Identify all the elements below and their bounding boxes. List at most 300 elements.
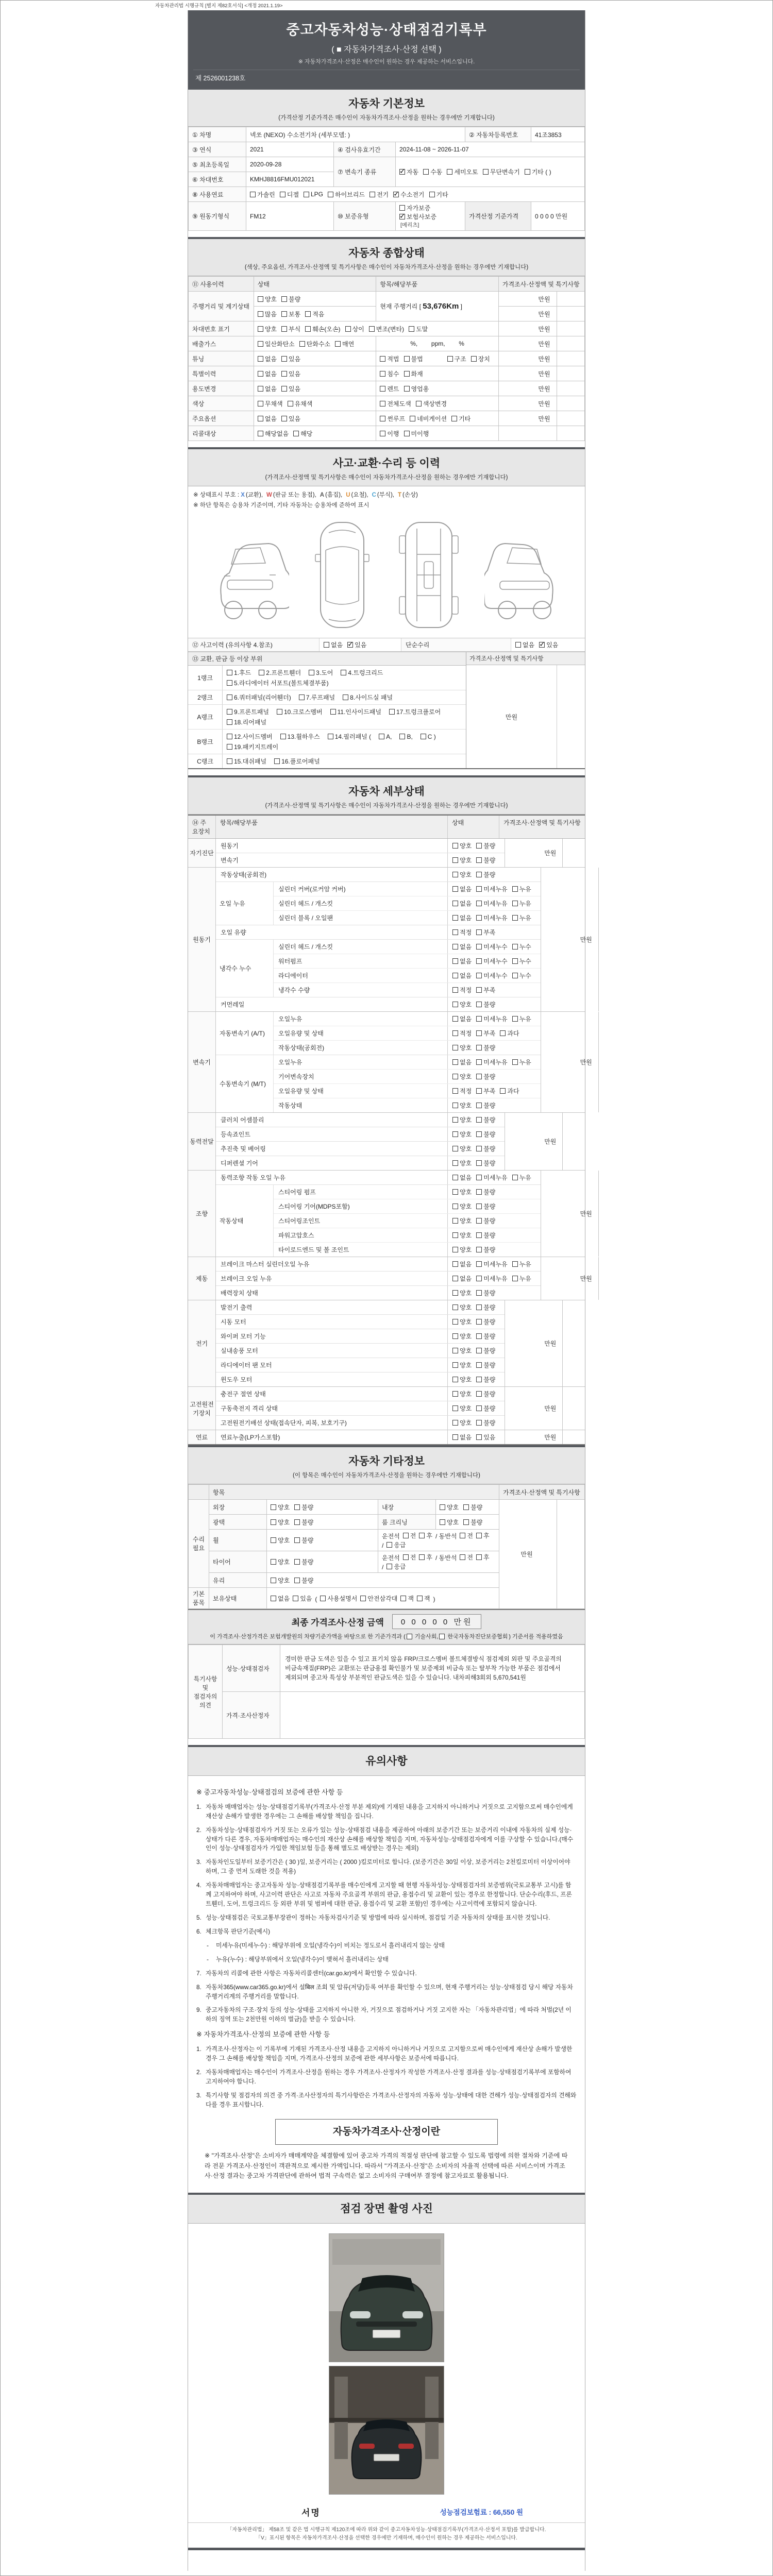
checkbox [429,192,435,197]
checkbox-option [447,354,466,363]
checkbox [409,326,414,332]
checkbox-label: 보험사보증 [407,213,436,221]
checkbox-option [227,679,329,687]
checkbox [476,1420,482,1426]
section-detail-title: 자동차 세부상태 [348,786,425,798]
device-group-name: 전기 [188,1300,216,1386]
checkbox [452,1045,458,1050]
table-row [189,426,585,441]
checkbox-option [258,369,277,378]
checkbox-label: 누유 [519,886,531,893]
remark-cell [557,411,584,426]
table-row [216,1156,505,1170]
checkbox-option [393,190,424,199]
remark-cell [598,1171,627,1257]
notice-item [196,1803,577,1821]
device-entry [216,1156,505,1170]
notice-item [196,1941,577,1951]
checkbox-option [258,310,277,318]
meter-state-checks [254,292,376,307]
checkbox-option [476,1216,495,1225]
col-price: 가격조사·산정액 및 특기사항 [499,1485,585,1500]
notice-text: 누유(누수) : 해당부위에서 오일(냉각수)이 맺혀서 흘러내리는 상태 [216,1955,389,1963]
checkbox [452,1016,458,1022]
device-entry [216,1329,505,1344]
checkbox [258,431,263,436]
checkbox-label: 무채색 [264,400,283,408]
final-price-box [392,1614,482,1629]
item-label: 실내송풍 모터 [216,1344,448,1358]
checkbox-option [452,957,472,965]
checkbox [452,1319,458,1325]
checkbox-label: 양호 [278,1558,290,1566]
checkbox-label: 응급 [394,1541,406,1549]
item-label: 타이로드엔드 및 볼 조인트 [274,1243,448,1257]
checkbox [476,1117,482,1123]
reg-no-value: 41조3853 [531,127,585,142]
table-row [274,983,541,997]
table-header-row [189,1485,585,1500]
notice-item [196,2006,577,2024]
device-group-name: 동력전달 [188,1113,216,1170]
checkbox-label: / 동반석 [435,1533,457,1540]
device-entry [216,1430,505,1444]
checkbox-label: 사용설명서 [327,1595,358,1602]
checkbox-label: 있음 [289,370,301,378]
checkbox [476,987,482,993]
table-row [216,1372,505,1386]
table-row [216,1286,541,1300]
rank-name: 1랭크 [188,666,223,690]
final-price-digits: 0 0 0 0 0 [400,1618,450,1626]
checkbox [512,958,518,964]
checkbox [476,1131,482,1137]
checkbox-option [452,1159,472,1167]
checkbox [271,1537,276,1543]
car-diagrams [188,513,585,638]
car-diagram-top-icon [311,518,373,632]
rank-name: C랭크 [188,754,223,768]
checkbox-label: A, [386,733,392,740]
checkbox-option [382,1542,383,1549]
table-row [216,853,505,867]
checkbox [299,341,305,347]
checkbox [452,1348,458,1353]
checkbox-option [476,957,507,965]
checkbox [452,1276,458,1281]
glass-checks [267,1573,499,1588]
checkbox [288,401,293,406]
checkbox-label: 17.트렁크플로어 [396,708,441,716]
checkbox [476,1319,482,1325]
checkbox [452,1434,458,1440]
checkbox [258,311,263,317]
checkbox [452,1160,458,1166]
checkbox [271,1519,276,1525]
notice-item [196,1858,577,1876]
checkbox [476,843,482,849]
section-comprehensive-header [188,237,585,276]
table-row [216,1272,541,1285]
checkbox [476,1002,482,1007]
checkbox-label: 누유 [519,1261,531,1268]
checkbox [399,169,405,175]
checkbox [293,431,299,436]
checkbox [452,958,458,964]
checkbox-option [403,1531,416,1540]
checkbox [328,192,333,197]
checkbox-option [463,1503,482,1512]
checkbox-label: 상이 [352,325,364,333]
checkbox-option [476,1115,495,1124]
report-title: 중고자동차성능·상태점검기록부 [286,22,487,38]
checkbox-option [380,429,399,438]
rank-table-header: ⑬ 교환, 판금 등 이상 부위 [188,652,466,666]
checkbox-label: 부족 [483,987,496,994]
checkbox-option [293,1594,312,1603]
checkbox-option [399,733,412,740]
checkbox-option [258,295,277,303]
checkbox-label: 불량 [483,1290,496,1297]
checkbox-label: 디젤 [287,191,299,198]
checkbox-label: 적법 [387,355,399,363]
mark-legend-item [346,492,368,498]
appraiser-label: 가격·조사산정자 [223,1692,280,1739]
checkbox-label: 3.도어 [316,669,333,676]
price-cell: 만원 [505,1300,562,1386]
checkbox-option [476,1375,495,1384]
checkbox-option [335,340,354,348]
checkbox-label: 불량 [483,1304,496,1311]
checkbox-option [476,1202,495,1211]
checkbox-option [382,1553,400,1562]
checkbox [476,1088,482,1094]
col-blank [189,1485,209,1500]
first-reg-value: 2020-09-28 [246,157,334,172]
checkbox-label: 전 [410,1554,416,1561]
checkbox [294,1559,300,1565]
checkbox [404,386,410,392]
checkbox [476,1405,482,1411]
wheel-positions [378,1530,499,1551]
checkbox-option [399,204,430,212]
checkbox-option [404,369,423,378]
checkbox-option [452,986,472,994]
checkbox [258,341,263,347]
checkbox-label: 양호 [447,1503,459,1511]
checkbox-label: 불량 [483,1246,496,1253]
final-price-unit: 만원 [453,1618,473,1626]
mark-meaning: (부식), [377,492,394,498]
engine-value: FM12 [246,202,334,231]
checkbox-label: 양호 [460,1116,472,1124]
checkbox-label: 색상변경 [423,400,447,408]
checkbox-option [258,354,277,363]
checkbox [512,973,518,978]
checkbox [452,1175,458,1180]
device-entry [216,1171,541,1185]
checkbox-label: 한국자동차진단보증협회 [447,1634,508,1640]
notice-paragraph [196,2068,577,2087]
remark-cell [557,381,584,396]
notice-paragraph [196,1803,577,1821]
checkbox-option [324,640,343,649]
device-group-name: 변속기 [188,1012,216,1112]
notice-number: 5. [196,1913,201,1921]
device-group-name: 자기진단 [188,839,216,867]
checkbox-option [410,414,447,423]
checkbox [421,734,426,739]
checkbox-option [452,1274,472,1283]
checkbox-option [227,757,266,766]
checkbox-option [476,1058,507,1066]
item-label: 라디에이터 팬 모터 [216,1358,448,1372]
room-cleaning-checks [436,1515,499,1530]
remark-cell [562,1430,591,1444]
checkbox-option [452,1202,472,1211]
col-state: 상태 [448,816,499,838]
inspector-opinion-text: 경미한 판금 도색은 있을 수 있고 표기치 않음 FRP/크로스멤버 볼트체결방식 점검제외 외판 및 주요골격의 비금속재질(FRP)은 교환또는 판금용접 확인불가 및 보증제외 비금속 또는 탈부착 가능한 부품은 점검에서 제외되며 중고차 특성상 부분적인 판금도색은 있을 수 있습니다. 내차피해3회외 5,670,541원 [280,1645,585,1692]
checkbox [452,1261,458,1267]
checkbox-option [476,1087,495,1095]
checkbox [294,1578,300,1583]
checkbox [525,169,530,175]
item-label: 오일유량 및 상태 [274,1084,448,1098]
final-price-label: 최종 가격조사·산정 금액 [291,1618,384,1628]
device-entry [216,940,541,997]
item-label: 실린더 블록 / 오일팬 [274,911,448,925]
checkbox [452,1218,458,1224]
checkbox-label: 미세누유 [483,1174,508,1181]
transmission-options [396,157,585,187]
checkbox-label: 안전삼각대 [367,1595,398,1602]
item-label: 브레이크 마스터 실린더오일 누유 [216,1257,448,1271]
table-row [274,1185,541,1199]
notice-paragraph [196,1941,577,1951]
checkbox-label: 양호 [460,1203,472,1210]
checkbox-option [389,707,441,716]
signature-label: 서명 [301,2507,321,2518]
mark-letter: U [346,492,350,498]
checkbox-label: 양호 [264,325,277,333]
checkbox-label: 양호 [447,1518,459,1526]
mark-legend [193,490,580,499]
checkbox-label: 6.쿼터패널(리어휀더) [234,694,291,701]
remark-cell [557,321,584,336]
checkbox [227,670,232,675]
rank-name: B랭크 [188,730,223,754]
checkbox-option [409,325,428,333]
inspection-value: 2024-11-08 ~ 2026-11-07 [396,142,585,157]
price-cell: 만원 [505,713,518,721]
checkbox-option [452,1130,472,1139]
accident-history-row [188,638,585,652]
checkbox-label: 가솔린 [257,191,275,198]
checkbox-label: ( [315,1595,317,1603]
vin-mark-label: 차대번호 표기 [189,321,254,336]
checkbox [460,1533,465,1538]
checkbox [281,371,287,377]
remark-cell [557,1500,585,1609]
section-notices-header [188,1745,585,1776]
checkbox [476,1276,482,1281]
checkbox-option [271,1518,290,1527]
checkbox [309,670,314,675]
checkbox-option [512,971,531,980]
checkbox [476,886,482,892]
section-notices-title: 유의사항 [365,1755,408,1767]
rank-name: A랭크 [188,705,223,729]
checkbox-option [476,1531,490,1540]
checkbox-option [452,1231,472,1240]
checkbox [271,1559,276,1565]
year-value: 2021 [246,142,334,157]
notice-number: 1. [196,1803,201,1810]
checkbox-option [380,369,399,378]
item-label: 시동 모터 [216,1315,448,1329]
checkbox [452,1247,458,1252]
checkbox-label: 양호 [460,1160,472,1167]
accident-history-label: ⑫ 사고이력 (유의사항 4.참조) [188,638,320,651]
checkbox [293,1596,298,1601]
checkbox [380,401,385,406]
notice-paragraph [196,1927,577,1937]
checkbox-label: 자동 [407,168,419,176]
checkbox [423,169,429,175]
checkbox-label: 없음 [264,355,277,363]
table-row [274,911,541,925]
inspector-label: 성능·상태점검자 [223,1645,280,1692]
device-group [188,1113,585,1171]
col-price: 가격조사·산정액 및 특기사항 [498,277,584,292]
checkbox [452,1420,458,1426]
base-price-digits: 0 0 0 0 [535,213,554,220]
checkbox-option [271,1594,290,1603]
signature-row [301,2505,523,2518]
checkbox-option [539,640,558,649]
car-diagram-front-quarter-icon [207,518,289,632]
checkbox [476,1103,482,1108]
color-detail [376,396,499,411]
checkbox [227,758,232,764]
price-cell: 만원 [505,839,562,867]
checkbox-label: 15.대쉬패널 [234,758,267,765]
item-label: 등속죠인트 [216,1127,448,1141]
final-price-band [188,1609,585,1645]
checkbox-option [280,732,320,741]
device-entry [216,1055,541,1112]
rank-row [188,705,466,730]
table-row [216,1113,505,1127]
car-diagram-underbody-icon [395,518,462,632]
year-label: ③ 연식 [189,142,246,157]
item-label: 스티어링 기어(MDPS포함) [274,1199,448,1213]
checkbox-option [281,295,300,303]
item-label: 연료누출(LP가스포함) [216,1430,448,1444]
checkbox [380,431,385,436]
checkbox-label: 불량 [301,1537,314,1544]
checkbox-option [476,1144,495,1153]
checkbox-label: 불량 [483,1160,496,1167]
checkbox-label: 불량 [483,857,496,864]
notice-paragraph [196,1858,577,1876]
checkbox [439,1634,445,1639]
checkbox-label: 유채색 [294,400,313,408]
notice-number: 8. [196,1983,201,1991]
checkbox [305,311,311,317]
checkbox-option [452,1418,472,1427]
checkbox [447,169,452,175]
item-label: 작동상태(공회전) [216,868,448,882]
checkbox-option [476,899,507,908]
checkbox-label: 양호 [460,1044,472,1052]
checkbox-option [419,1531,432,1540]
reg-no-label: ② 자동차등록번호 [465,127,531,142]
special-history-checks [254,366,376,381]
checkbox-label: 있음 [546,641,559,649]
checkbox [452,1204,458,1209]
checkbox-option [452,1375,472,1384]
checkbox-label: 해당없음 [264,430,289,437]
checkbox [471,356,477,362]
table-row [216,1171,541,1184]
checkbox-option [452,1289,472,1297]
table-row [216,1127,505,1141]
notice-paragraph [196,1955,577,1964]
checkbox-label: 양호 [460,1333,472,1340]
checkbox [476,1304,482,1310]
checkbox-option [404,384,429,393]
checkbox-label: 미세누유 [483,1275,508,1282]
checkbox-label: 불량 [483,1102,496,1109]
checkbox-option [476,913,507,922]
checkbox-label: 있음 [289,355,301,363]
checkbox-option [476,1260,507,1268]
checkbox-label: 불량 [483,1116,496,1124]
checkbox [271,1504,276,1510]
checkbox [227,744,232,750]
checkbox-label: 있음 [300,1595,312,1602]
checkbox-label: 응급 [394,1563,406,1570]
price-cell: 만원 [498,366,557,381]
checkbox [476,857,482,863]
table-row [189,142,585,157]
checkbox [476,1218,482,1224]
tuning-detail [376,351,499,366]
checkbox-label: 양호 [278,1503,290,1511]
checkbox-option [452,942,472,951]
checkbox-label: 양호 [460,1405,472,1412]
checkbox-label: 미세누유 [483,1261,508,1268]
notice-text: 성능·상태점검은 국토교통부장관이 정하는 자동차검사기준 및 방법에 따라 실시하며, 점검일 기준 자동차의 상태를 표시한 것입니다. [206,1913,550,1921]
accident-history-checks [320,638,401,651]
notice-item [196,2068,577,2087]
checkbox [277,709,282,715]
checkbox [258,401,263,406]
checkbox [476,1554,482,1560]
checkbox-label: 기타 [436,191,448,198]
checkbox [476,973,482,978]
mark-legend-item [320,492,342,498]
photo-rear [329,2366,444,2495]
checkbox [227,734,232,739]
checkbox [451,416,457,421]
checkbox [281,326,287,332]
checkbox-option [416,399,447,408]
device-entry [216,1127,505,1142]
checkbox-option [330,707,381,716]
checkbox-label: 없음 [460,900,472,907]
